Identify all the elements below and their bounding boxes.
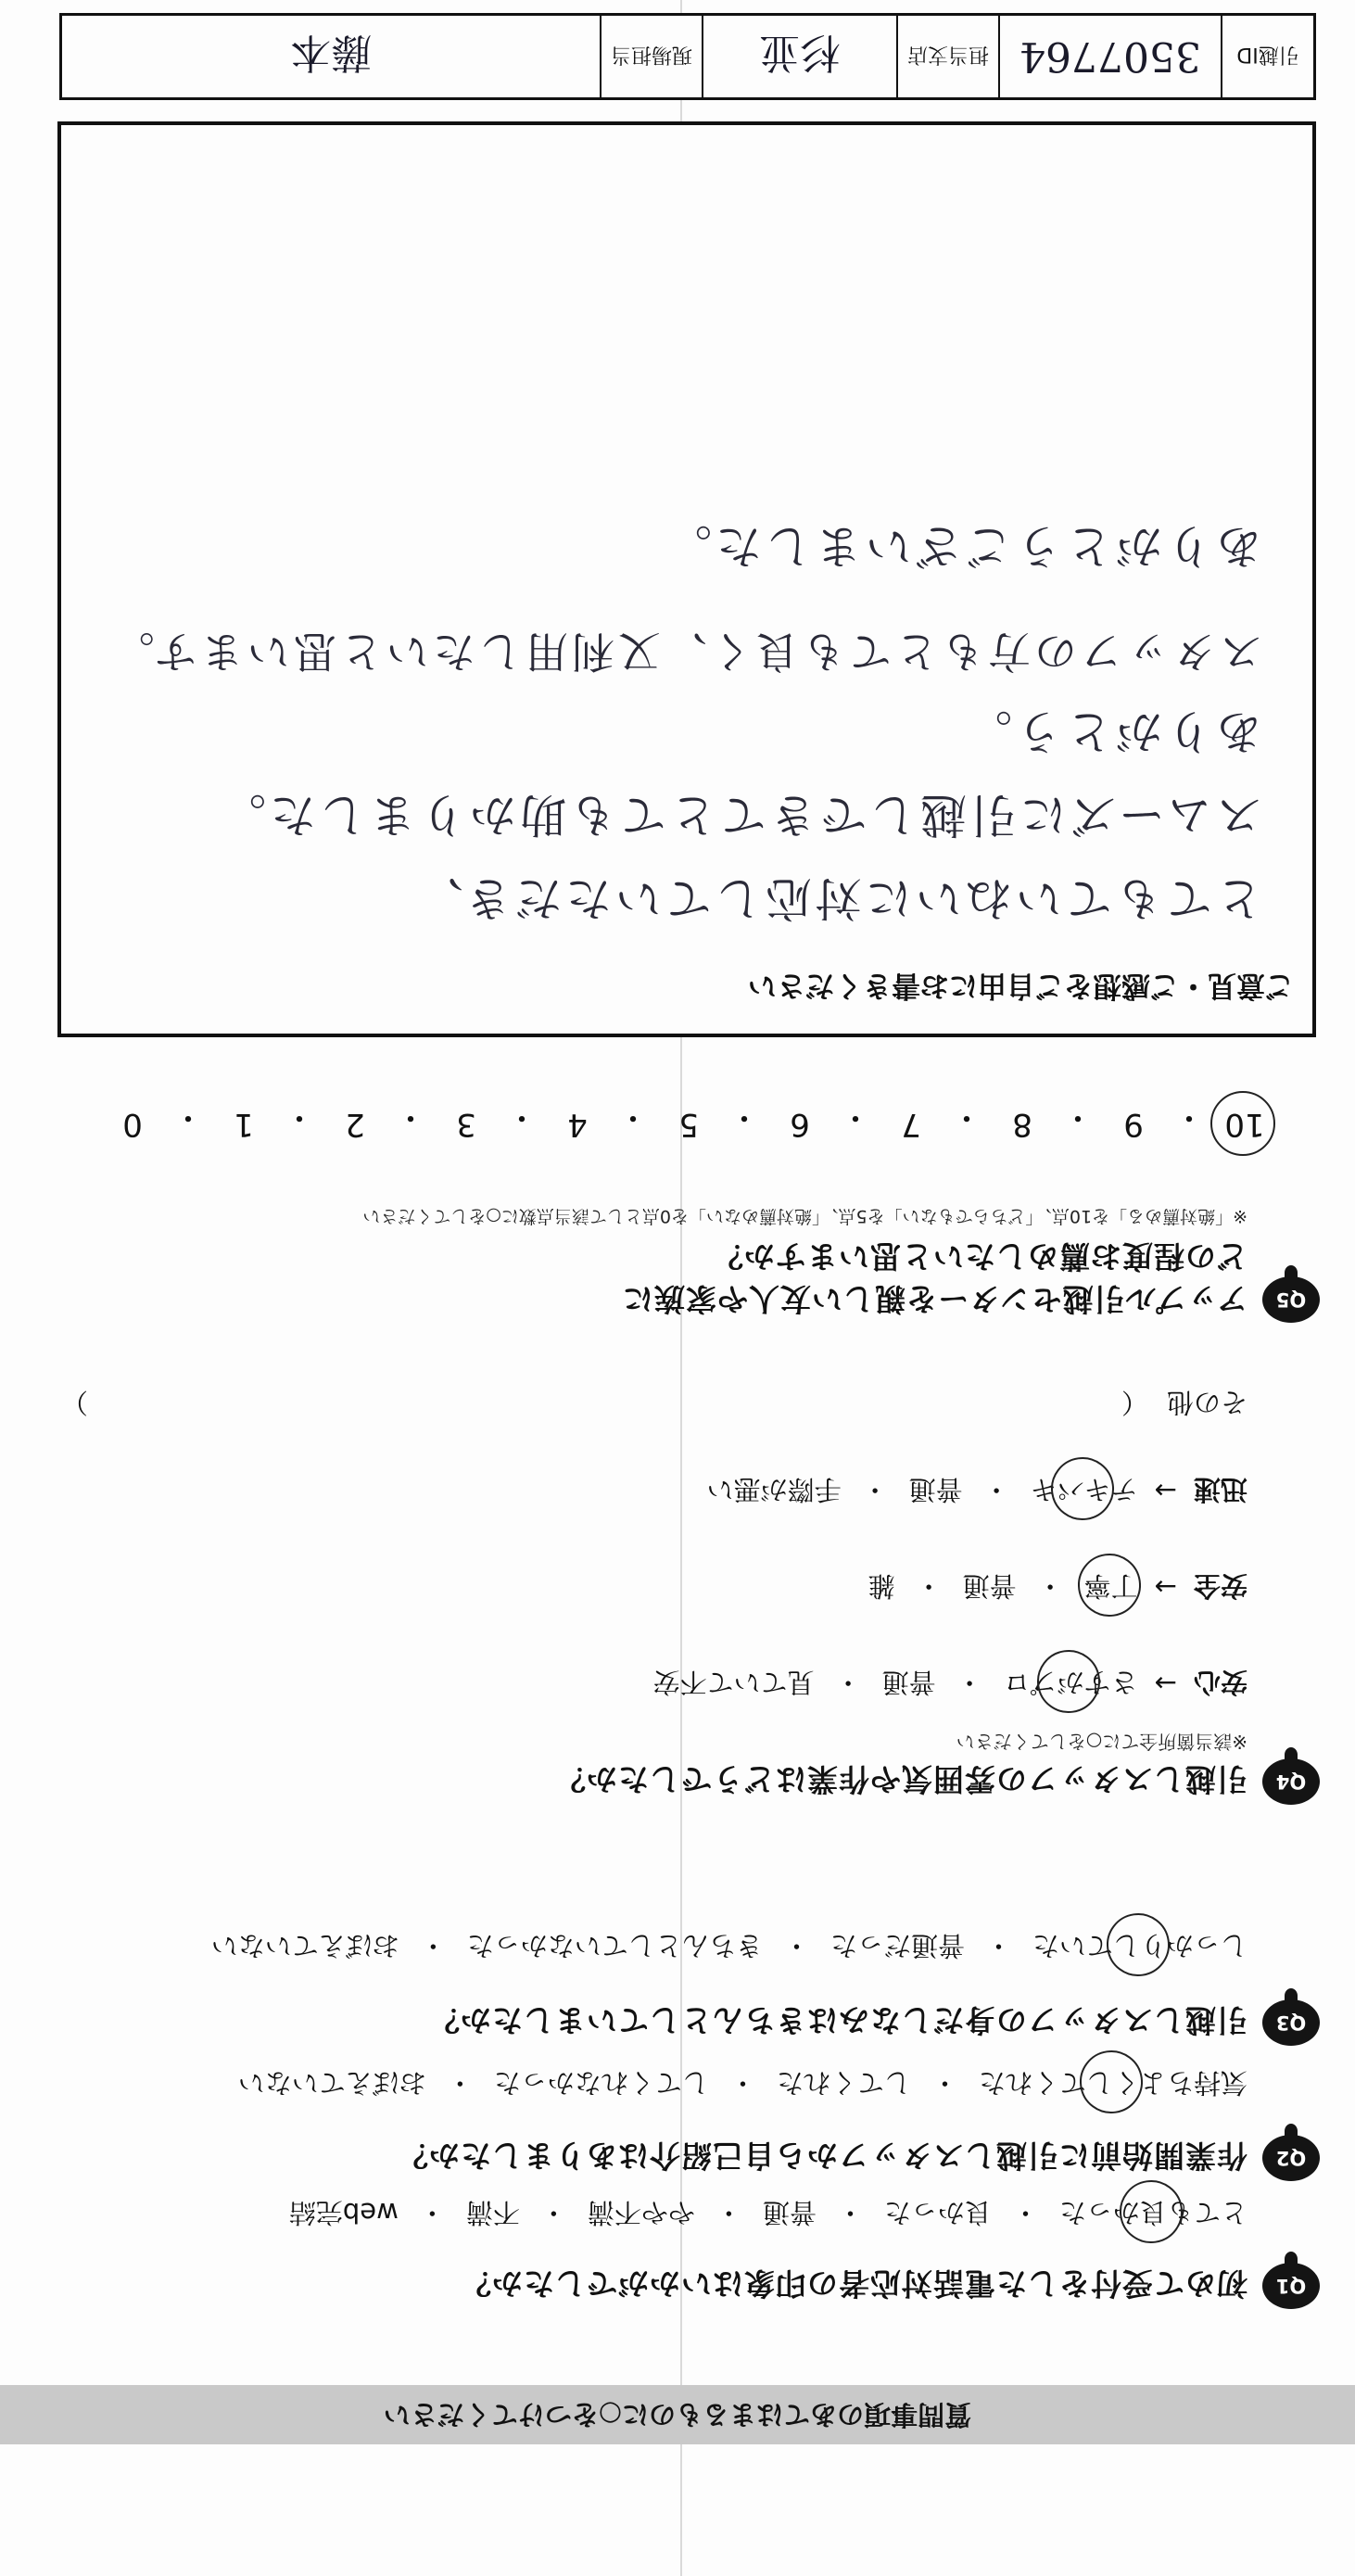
q2-option[interactable]: してくれなかった	[493, 2067, 709, 2099]
q4-note: ※該当箇所全てに○をしてください	[956, 1731, 1247, 1753]
q5-question-line1: アップル引越センターを親しい友人や家族に	[621, 1281, 1247, 1317]
leader-label-cell	[600, 16, 702, 97]
comment-title: ご意見・ご感想をご自由にお書きください	[748, 969, 1294, 1002]
q4-option[interactable]: 普通	[962, 1570, 1017, 1602]
comment-line: スムーズに引越しできてとても助かりました。	[216, 788, 1262, 842]
q4-option[interactable]: 見ていて不安	[652, 1667, 815, 1698]
q4-badge: Q4	[1262, 1758, 1320, 1805]
q5-score[interactable]: 1	[234, 1106, 254, 1143]
q4-other	[61, 1385, 1247, 1423]
q5-score[interactable]: 5	[678, 1106, 699, 1143]
branch-label-cell	[896, 16, 998, 97]
q4-row-anshin: 安心 → さすがプロ ・ 普通 ・ 見ていて不安	[653, 1665, 1247, 1703]
leader-value: 藤本	[290, 29, 372, 76]
arrow-icon: →	[1154, 1475, 1177, 1507]
q4-option[interactable]: 手際が悪い	[706, 1474, 842, 1505]
comment-line: スタッフの方もとても良く、又利用したいと思います。	[108, 627, 1262, 677]
q3-option[interactable]: おぼえていない	[210, 1930, 399, 1961]
id-table	[59, 13, 1316, 100]
move-id-value: 3507764	[1019, 32, 1201, 81]
q5-scale: 10 ・ 9 ・ 8 ・ 7 ・ 6 ・ 5 ・ 4 ・ 3 ・ 2 ・ 1 ・ 0	[111, 1098, 1266, 1143]
q5-score[interactable]: 6	[790, 1106, 810, 1143]
id-value-cell	[998, 16, 1221, 97]
comment-line: とてもていねいに対応していただき、	[413, 871, 1262, 925]
branch-value-cell	[702, 16, 896, 97]
comment-line: ありがとう。	[962, 704, 1262, 758]
q4-category: 安全	[1193, 1570, 1247, 1602]
q2-badge: Q2	[1262, 2135, 1320, 2181]
q1-option-selected[interactable]: とても良かった	[1059, 2195, 1247, 2233]
q4-option[interactable]: 普通	[881, 1667, 936, 1698]
q4-row-anzen: 安全 → 丁寧 ・ 普通 ・ 雑	[868, 1568, 1247, 1606]
leader-value-cell	[62, 16, 600, 97]
q5-question-line2: どの程度お薦めしたいと思いますか？	[712, 1238, 1247, 1275]
q4-option[interactable]: 普通	[908, 1474, 963, 1505]
q2-options: 気持ちよくしてくれた ・ してくれた ・ してくれなかった ・ おぼえていない	[238, 2065, 1247, 2103]
q5-score-selected[interactable]: 10	[1223, 1098, 1266, 1143]
q5-score[interactable]: 8	[1012, 1106, 1032, 1143]
arrow-icon: →	[1154, 1571, 1177, 1604]
q1-option[interactable]: 良かった	[883, 2197, 992, 2228]
branch-value: 杉並	[759, 29, 841, 76]
q3-question: 引越しスタッフの身だしなみはきちんとしていましたか？	[428, 2002, 1247, 2038]
q5-note: ※「絶対薦める」を10点、「どちらでもない」を5点、「絶対薦めない」を0点として該当点数に○をしてください	[362, 1206, 1247, 1226]
q5-score[interactable]: 4	[567, 1106, 588, 1143]
branch-label: 担当支店	[907, 43, 990, 67]
instruction-text: 質問事項のあてはまるものに○をつけてください	[383, 2399, 972, 2430]
q3-option-selected[interactable]: しっかりしていた	[1032, 1928, 1247, 1966]
q2-option[interactable]: おぼえていない	[237, 2067, 426, 2099]
q1-option[interactable]: やや不満	[587, 2197, 695, 2228]
q4-option-selected[interactable]: 丁寧	[1084, 1568, 1138, 1606]
q4-row-jinsoku: 迅速 → テキパキ ・ 普通 ・ 手際が悪い	[707, 1472, 1247, 1510]
comment-line: ありがとうございました。	[662, 519, 1262, 573]
q3-option[interactable]: 普通だった	[829, 1930, 965, 1961]
q2-option[interactable]: してくれた	[776, 2067, 911, 2099]
q4-other-close: ）	[61, 1387, 89, 1418]
q5-score[interactable]: 3	[456, 1106, 476, 1143]
id-label-cell	[1221, 16, 1313, 97]
q5-badge: Q5	[1262, 1276, 1320, 1323]
q1-option[interactable]: 普通	[762, 2197, 817, 2228]
arrow-icon: →	[1154, 1668, 1177, 1700]
q1-question: 初めて受付をした電話対応者の印象はいかがでしたか？	[460, 2265, 1247, 2302]
q5-score[interactable]: 0	[122, 1106, 143, 1143]
q2-question: 作業開始前に引越しスタッフから自己紹介はありましたか？	[397, 2138, 1247, 2174]
q1-option[interactable]: 不満	[465, 2197, 520, 2228]
q4-category: 安心	[1193, 1667, 1247, 1698]
q4-option[interactable]: 雑	[867, 1570, 895, 1602]
q1-options: とても良かった ・ 良かった ・ 普通 ・ やや不満 ・ 不満 ・ web完結	[289, 2195, 1247, 2233]
id-label: 引越ID	[1236, 43, 1299, 67]
q1-option[interactable]: web完結	[288, 2197, 399, 2228]
q4-other-label: その他	[1166, 1387, 1247, 1418]
q3-badge: Q3	[1262, 1999, 1320, 2046]
q4-question: 引越しスタッフの雰囲気や作業はどうでしたか？	[554, 1761, 1247, 1797]
leader-label: 現場担当	[611, 43, 693, 67]
q4-category: 迅速	[1193, 1474, 1247, 1505]
q5-score[interactable]: 2	[345, 1106, 365, 1143]
q5-score[interactable]: 7	[901, 1106, 921, 1143]
q4-option-selected[interactable]: テキパキ	[1031, 1472, 1138, 1510]
q1-badge: Q1	[1262, 2263, 1320, 2309]
q5-score[interactable]: 9	[1123, 1106, 1144, 1143]
q4-option-selected[interactable]: さすがプロ	[1004, 1665, 1138, 1703]
q3-options: しっかりしていた ・ 普通だった ・ きちんとしていなかった ・ おぼえていない	[211, 1928, 1247, 1966]
q4-other-open: （	[1121, 1387, 1148, 1418]
q2-option-selected[interactable]: 気持ちよくしてくれた	[979, 2065, 1247, 2103]
q3-option[interactable]: きちんとしていなかった	[466, 1930, 763, 1961]
